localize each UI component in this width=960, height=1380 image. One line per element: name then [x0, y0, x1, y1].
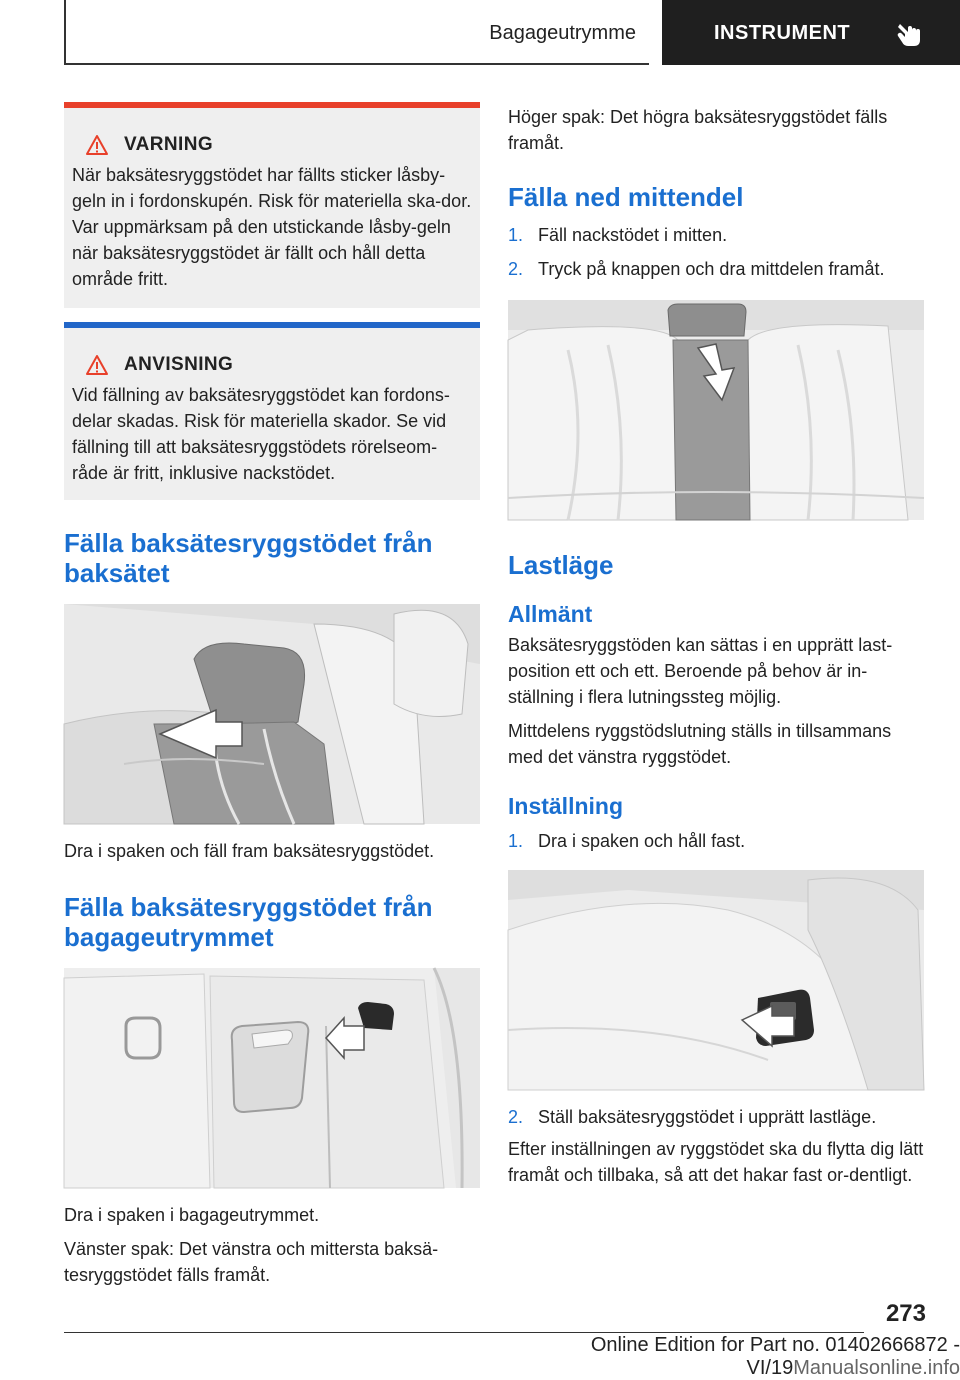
warning-box: [64, 102, 480, 308]
heading-fold-center: Fälla ned mittendel: [508, 182, 744, 212]
center-step-1: [508, 222, 924, 248]
center-steps: [508, 222, 924, 282]
watermark-text: Manualsonline.info: [793, 1357, 960, 1379]
pointing-hand-icon: [896, 18, 926, 48]
general-paragraph-2: Mittdelens ryggstödslutning ställs in tillsammans med det vänstra ryggstödet.: [508, 721, 892, 767]
text-left-lever: Vänster spak: Det vänstra och mittersta baksä-tesryggstödet fälls framåt.: [64, 1239, 439, 1285]
heading-fold-from-trunk: Fälla baksätesryggstödet från bagageutrymmet: [64, 892, 433, 952]
image-rear-seat-lever: [64, 604, 480, 824]
heading-cargo-position: Lastläge: [508, 550, 614, 580]
page-number: 273: [885, 1300, 926, 1327]
left-column: [64, 102, 480, 1288]
heading-fold-from-rear-seat: Fälla baksätesryggstödet från baksätet: [64, 528, 433, 588]
image-center-section: [508, 300, 924, 520]
setting-step-2: [508, 1104, 924, 1130]
image-trunk-lever: [64, 968, 480, 1188]
warning-triangle-icon: [86, 135, 108, 155]
header-chapter-label: INSTRUMENT: [714, 22, 851, 44]
general-paragraph-1: Baksätesryggstöden kan sättas i en upprätt last-position ett och ett. Beroende på behov är in-ställning i flera lutningssteg möjlig.: [508, 635, 893, 707]
step-text: Dra i spaken och håll fast.: [538, 831, 746, 851]
warning-text: När baksätesryggstödet har fällts sticker låsby-geln in i fordonskupén. Risk för materiella ska-dor. Var uppmärksam på den utstickande låsby-geln när baksätesryggstödet är fällt och håll detta område fritt.: [72, 165, 472, 289]
heading-general: Allmänt: [508, 601, 593, 627]
warning-title: [86, 134, 472, 156]
center-step-2: [508, 256, 924, 282]
text-right-lever: Höger spak: Det högra baksätesryggstödet fälls framåt.: [508, 107, 888, 153]
caption-trunk: Dra i spaken i bagageutrymmet.: [64, 1205, 320, 1225]
step-text: Fäll nackstödet i mitten.: [538, 225, 728, 245]
footer-rule: [64, 1332, 864, 1333]
step-text: Tryck på knappen och dra mittdelen framåt.: [538, 259, 885, 279]
image-cargo-lever: [508, 870, 924, 1090]
step-number: 2.: [508, 259, 524, 279]
step-number: 1.: [508, 225, 524, 245]
footer-edition: [480, 1334, 960, 1380]
header-section-title: Bagageutrymme: [489, 22, 636, 44]
right-column: [508, 102, 924, 1188]
step-number: 1.: [508, 831, 524, 851]
heading-setting: Inställning: [508, 793, 623, 819]
step-number: 2.: [508, 1107, 524, 1127]
notice-title: [86, 354, 472, 376]
warning-triangle-icon: [86, 355, 108, 375]
notice-title-text: ANVISNING: [124, 354, 234, 375]
warning-title-text: VARNING: [124, 134, 214, 155]
setting-after-text: Efter inställningen av ryggstödet ska du flytta dig lätt framåt och tillbaka, så att det hakar fast or-dentligt.: [508, 1139, 924, 1185]
setting-step-1: [508, 828, 924, 854]
notice-text: Vid fällning av baksätesryggstödet kan fordons-delar skadas. Risk för materiella skador. Se vid fällning till att baksätesryggstödets rörelseom-råde är fritt, inklusive nackstödet.: [72, 385, 450, 483]
caption-rear-seat: Dra i spaken och fäll fram baksätesryggstödet.: [64, 841, 435, 861]
header-chapter-tab: [662, 0, 960, 65]
header-frame-bottom: [64, 63, 649, 65]
step-text: Ställ baksätesryggstödet i upprätt lastläge.: [538, 1107, 877, 1127]
edition-text: Online Edition for Part no. 01402666872 - VI/19: [590, 1334, 960, 1379]
notice-box: [64, 322, 480, 500]
